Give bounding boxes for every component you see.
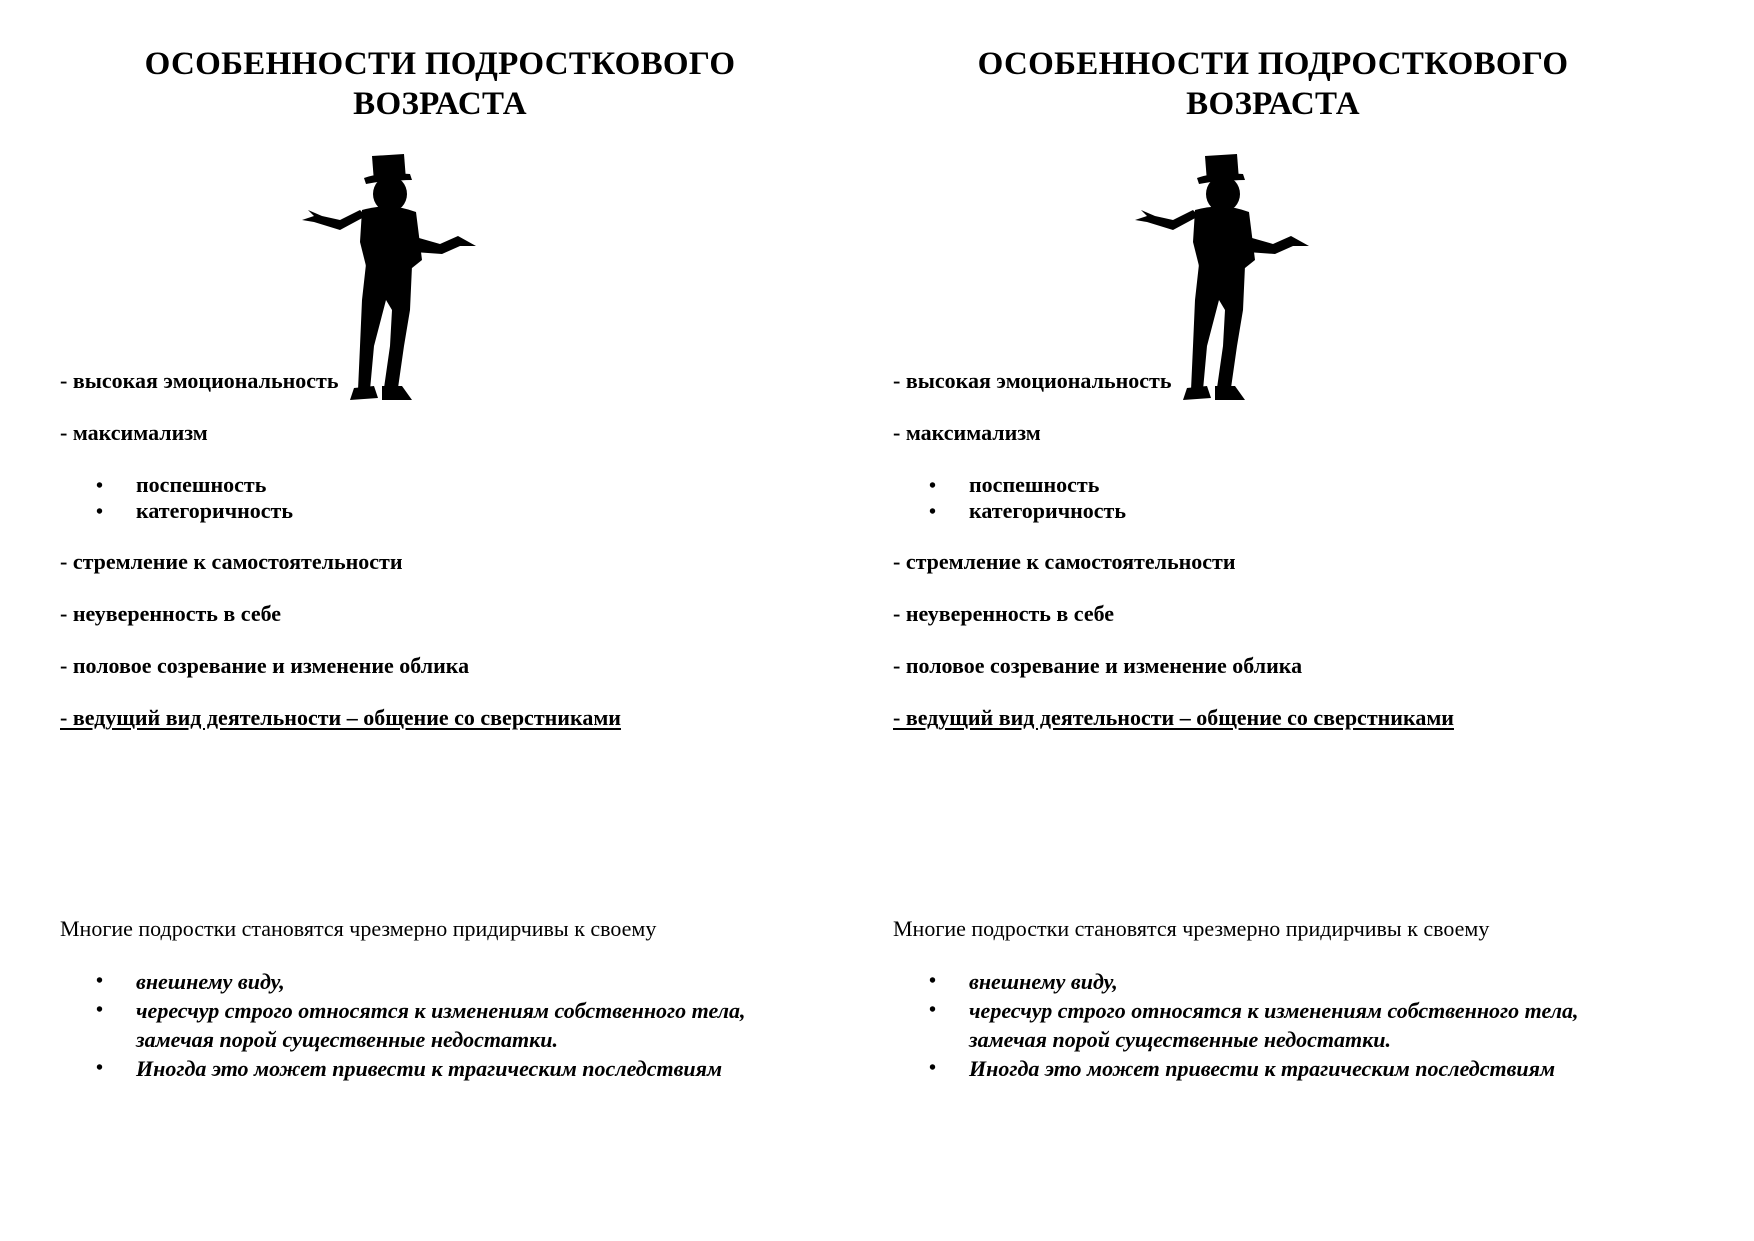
feature-item: - половое созревание и изменение облика bbox=[893, 653, 1303, 678]
sub-item-text: категоричность bbox=[136, 498, 293, 523]
sub-list-item bbox=[96, 497, 293, 526]
bullet-icon: • bbox=[96, 999, 104, 1021]
page-title bbox=[893, 44, 1653, 124]
bullet-icon: • bbox=[929, 999, 937, 1021]
feature-item-leading-activity: - ведущий вид деятельности – общение со сверстниками bbox=[893, 705, 1454, 730]
bullet-icon: • bbox=[96, 475, 104, 497]
feature-item: - неуверенность в себе bbox=[893, 601, 1115, 626]
feature-item: - половое созревание и изменение облика bbox=[60, 653, 470, 678]
italic-list-item bbox=[929, 1054, 1659, 1083]
title-line-2: ВОЗРАСТА bbox=[353, 86, 527, 122]
title-line-2: ВОЗРАСТА bbox=[1186, 86, 1360, 122]
sub-list-item bbox=[96, 471, 266, 500]
right-handout bbox=[893, 0, 1653, 1241]
bullet-icon: • bbox=[929, 970, 937, 992]
italic-list-item bbox=[96, 967, 826, 996]
italic-list-item bbox=[96, 1054, 826, 1083]
italic-item-text: чересчур строго относятся к изменениям собственного тела, замечая порой существенные недостатки. bbox=[969, 998, 1579, 1052]
sub-item-text: категоричность bbox=[969, 498, 1126, 523]
sub-item-text: поспешность bbox=[136, 472, 267, 497]
title-line-1: ОСОБЕННОСТИ ПОДРОСТКОВОГО bbox=[144, 46, 736, 82]
feature-item: - максимализм bbox=[893, 420, 1041, 445]
title-line-1: ОСОБЕННОСТИ ПОДРОСТКОВОГО bbox=[977, 46, 1569, 82]
bullet-icon: • bbox=[96, 501, 104, 523]
intro-text: Многие подростки становятся чрезмерно придирчивы к своему bbox=[893, 916, 1490, 941]
bullet-icon: • bbox=[929, 475, 937, 497]
feature-item: - стремление к самостоятельности bbox=[893, 549, 1236, 574]
italic-list-item bbox=[929, 967, 1659, 996]
italic-item-text: Иногда это может привести к трагическим последствиям bbox=[969, 1056, 1556, 1081]
feature-item: - высокая эмоциональность bbox=[893, 368, 1172, 393]
bullet-icon: • bbox=[96, 1057, 104, 1079]
feature-item: - максимализм bbox=[60, 420, 208, 445]
italic-item-text: внешнему виду, bbox=[969, 969, 1118, 994]
bullet-icon: • bbox=[929, 501, 937, 523]
italic-list-item bbox=[929, 996, 1659, 1054]
sub-list-item bbox=[929, 497, 1126, 526]
italic-item-text: Иногда это может привести к трагическим последствиям bbox=[136, 1056, 723, 1081]
intro-text: Многие подростки становятся чрезмерно придирчивы к своему bbox=[60, 916, 657, 941]
sub-list-item bbox=[929, 471, 1099, 500]
feature-item: - высокая эмоциональность bbox=[60, 368, 339, 393]
italic-item-text: внешнему виду, bbox=[136, 969, 285, 994]
feature-item-leading-activity: - ведущий вид деятельности – общение со сверстниками bbox=[60, 705, 621, 730]
feature-item: - неуверенность в себе bbox=[60, 601, 282, 626]
bullet-icon: • bbox=[929, 1057, 937, 1079]
feature-item: - стремление к самостоятельности bbox=[60, 549, 403, 574]
sub-item-text: поспешность bbox=[969, 472, 1100, 497]
italic-item-text: чересчур строго относятся к изменениям собственного тела, замечая порой существенные недостатки. bbox=[136, 998, 746, 1052]
italic-list-item bbox=[96, 996, 826, 1054]
bullet-icon: • bbox=[96, 970, 104, 992]
page-title bbox=[60, 44, 820, 124]
left-handout bbox=[60, 0, 820, 1241]
